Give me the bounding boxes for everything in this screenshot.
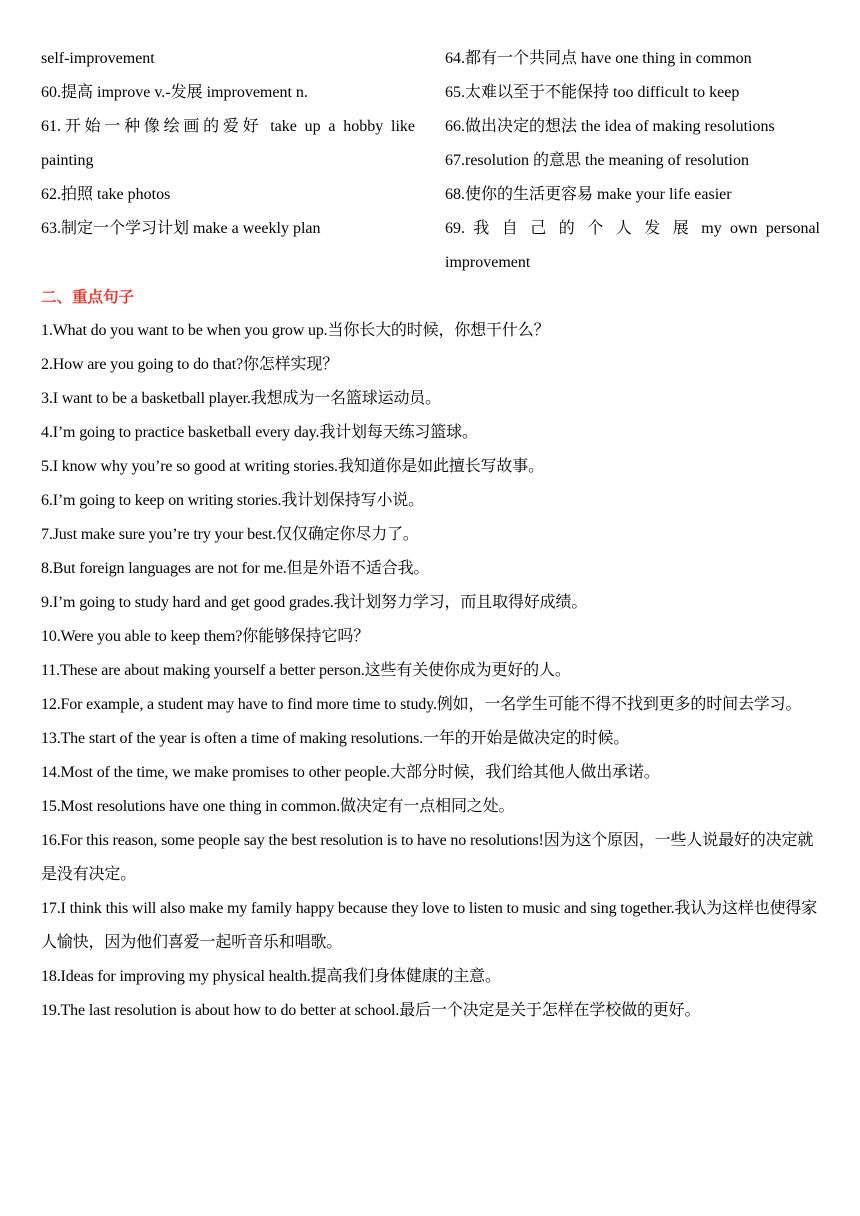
vocabulary-column-right [445,42,820,280]
sentence-item: 1.What do you want to be when you grow up.当你长大的时候，你想干什么？ [41,322,550,339]
sentence-item: 18.Ideas for improving my physical health.提高我们身体健康的主意。 [41,968,501,985]
vocab-item: 64.都有一个共同点 have one thing in common [445,50,752,67]
sentence-item: 8.But foreign languages are not for me.但是外语不适合我。 [41,560,430,577]
sentence-item: 13.The start of the year is often a time of making resolutions.一年的开始是做决定的时候。 [41,730,630,747]
vocabulary-list [41,42,820,280]
key-sentences-list [41,314,820,1028]
vocab-item-continuation: improvement [445,254,531,271]
sentence-item: 15.Most resolutions have one thing in common.做决定有一点相同之处。 [41,798,515,815]
sentence-item: 11.These are about making yourself a better person.这些有关使你成为更好的人。 [41,662,571,679]
sentence-item: 12.For example, a student may have to find more time to study.例如，一名学生可能不得不找到更多的时间去学习。 [41,696,802,713]
vocab-item: 65.太难以至于不能保持 too difficult to keep [445,84,740,101]
sentence-item: 14.Most of the time, we make promises to other people.大部分时候，我们给其他人做出承诺。 [41,764,660,781]
document-page [41,42,820,1028]
sentence-item: 10.Were you able to keep them?你能够保持它吗？ [41,628,370,645]
sentence-item: 9.I’m going to study hard and get good grades.我计划努力学习，而且取得好成绩。 [41,594,588,611]
vocab-item-continuation: painting [41,152,94,169]
vocabulary-column-left [41,42,415,280]
sentence-item: 2.How are you going to do that?你怎样实现？ [41,356,339,373]
sentence-item: 3.I want to be a basketball player.我想成为一名篮球运动员。 [41,390,441,407]
vocab-item: 68.使你的生活更容易 make your life easier [445,186,732,203]
sentence-item: 17.I think this will also make my family happy because they love to listen to music and sing together.我认为这样也使得家人愉快，因为他们喜爱一起听音乐和唱歌。 [41,900,818,951]
vocab-item: 62.拍照 take photos [41,186,171,203]
vocab-item: 61.开始一种像绘画的爱好 take up a hobby like [41,118,415,135]
vocab-item: self-improvement [41,50,155,67]
vocab-item: 67.resolution 的意思 the meaning of resolution [445,152,749,169]
sentence-item: 16.For this reason, some people say the best resolution is to have no resolutions!因为这个原因，一些人说最好的决定就是没有决定。 [41,832,814,883]
sentence-item: 7.Just make sure you’re try your best.仅仅确定你尽力了。 [41,526,419,543]
sentence-item: 5.I know why you’re so good at writing stories.我知道你是如此擅长写故事。 [41,458,544,475]
vocab-item: 66.做出决定的想法 the idea of making resolutions [445,118,775,135]
sentence-item: 4.I’m going to practice basketball every day.我计划每天练习篮球。 [41,424,478,441]
sentence-item: 19.The last resolution is about how to do better at school.最后一个决定是关于怎样在学校做的更好。 [41,1002,701,1019]
section-heading: 二、重点句子 [41,288,135,306]
vocab-item: 60.提高 improve v.-发展 improvement n. [41,84,308,101]
sentence-item: 6.I’m going to keep on writing stories.我计划保持写小说。 [41,492,424,509]
vocab-item: 69. 我 自 己 的 个 人 发 展 my own personal [445,220,820,237]
vocab-item: 63.制定一个学习计划 make a weekly plan [41,220,321,237]
